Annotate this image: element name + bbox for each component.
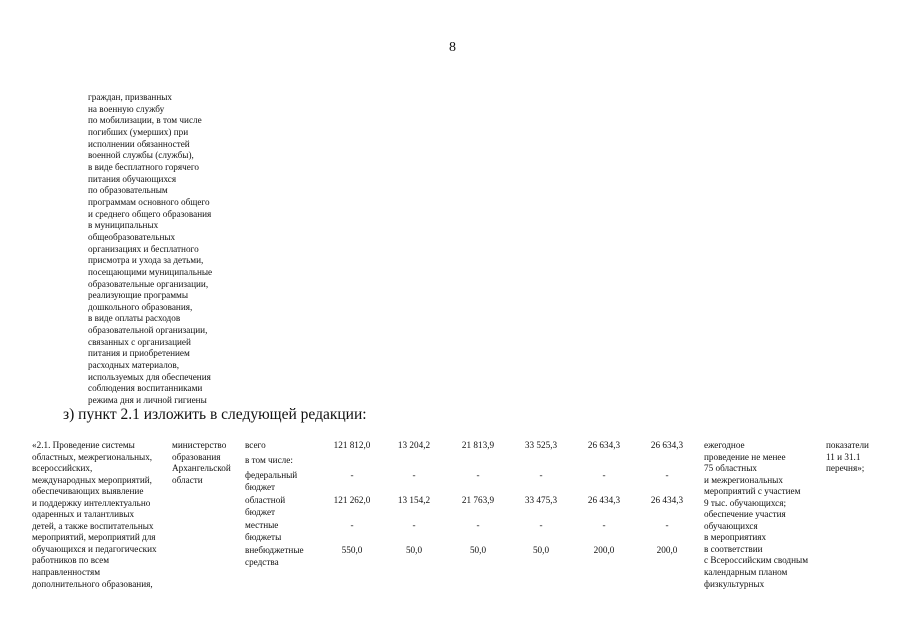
value-regional-2: 13 154,2: [397, 495, 431, 505]
continuation-text: [88, 92, 288, 407]
source-including-label: в том числе:: [245, 455, 293, 465]
continuation-line: связанных с организацией: [88, 336, 191, 347]
section-heading: з) пункт 2.1 изложить в следующей редакции:: [63, 406, 367, 423]
value-total-6: 26 634,3: [650, 440, 684, 450]
result-line: обучающихся: [704, 520, 758, 531]
source-federal-label: [245, 470, 297, 493]
continuation-line: военной службы (службы),: [88, 150, 194, 161]
value-local-2: -: [412, 520, 416, 530]
source-regional-line: областной: [245, 495, 286, 505]
value-federal-4: -: [539, 470, 543, 480]
continuation-line: исполнении обязанностей: [88, 138, 190, 149]
continuation-line: граждан, призванных: [88, 92, 173, 102]
value-federal-5: -: [602, 470, 606, 480]
result-line: 75 областных: [704, 463, 757, 474]
executor-cell: [172, 440, 242, 486]
indicator-line: показатели: [826, 440, 869, 450]
continuation-line: режима дня и личной гигиены: [88, 395, 207, 406]
source-local-line: местные: [245, 520, 279, 530]
source-total-label: всего: [245, 440, 266, 450]
value-extrabudget-3: 50,0: [469, 545, 487, 555]
value-local-5: -: [602, 520, 606, 530]
continuation-line: расходных материалов,: [88, 360, 180, 371]
continuation-line: по образовательным: [88, 185, 168, 196]
value-total-4: 33 525,3: [524, 440, 558, 450]
value-federal-2: -: [412, 470, 416, 480]
measure-line: «2.1. Проведение системы: [32, 440, 135, 450]
page-number: 8: [449, 40, 456, 55]
continuation-line: погибших (умерших) при: [88, 126, 189, 137]
measure-line: обеспечивающих выявление: [32, 486, 144, 497]
value-regional-5: 26 434,3: [587, 495, 621, 505]
value-total-2: 13 204,2: [397, 440, 431, 450]
result-line: с Всероссийским сводным: [704, 555, 809, 566]
value-extrabudget-4: 50,0: [532, 545, 550, 555]
value-regional-3: 21 763,9: [461, 495, 495, 505]
value-total-5: 26 634,3: [587, 440, 621, 450]
continuation-line: в виде бесплатного горячего: [88, 161, 199, 172]
value-extrabudget-5: 200,0: [593, 545, 615, 555]
value-local-4: -: [539, 520, 543, 530]
measure-line: работников по всем: [32, 555, 110, 566]
measure-line: всероссийских,: [32, 463, 93, 474]
value-total-1: 121 812,0: [333, 440, 371, 450]
executor-line: Архангельской: [172, 463, 231, 474]
result-line: обеспечение участия: [704, 509, 786, 520]
continuation-line: питания обучающихся: [88, 173, 177, 184]
result-line: и межрегиональных: [704, 474, 783, 485]
continuation-line: в муниципальных: [88, 220, 159, 231]
measure-line: мероприятий, мероприятий для: [32, 532, 156, 543]
continuation-line: организациях и бесплатного: [88, 243, 199, 254]
value-total-3: 21 813,9: [461, 440, 495, 450]
continuation-line: посещающими муниципальные: [88, 266, 213, 277]
continuation-line: на военную службу: [88, 103, 165, 114]
result-cell: [704, 440, 824, 590]
continuation-line: дошкольного образования,: [88, 301, 193, 312]
source-regional-line: бюджет: [245, 506, 276, 517]
continuation-line: и среднего общего образования: [88, 208, 212, 219]
result-line: календарным планом: [704, 567, 788, 578]
continuation-line: в виде оплаты расходов: [88, 313, 181, 324]
source-extrabudget-label: [245, 545, 304, 568]
continuation-line: реализующие программы: [88, 290, 189, 301]
continuation-line: используемых для обеспечения: [88, 371, 211, 382]
continuation-line: образовательные организации,: [88, 278, 209, 289]
result-line: в мероприятиях: [704, 532, 767, 543]
result-line: 9 тыс. обучающихся;: [704, 497, 787, 508]
measure-cell: [32, 440, 182, 590]
measure-line: и поддержку интеллектуально: [32, 497, 151, 508]
continuation-line: питания и приобретением: [88, 348, 190, 359]
continuation-line: образовательной организации,: [88, 325, 208, 336]
result-line: ежегодное: [704, 440, 745, 450]
indicator-line: 11 и 31.1: [826, 451, 861, 462]
value-federal-1: -: [350, 470, 354, 480]
value-local-6: -: [665, 520, 669, 530]
continuation-line: по мобилизации, в том числе: [88, 115, 202, 126]
value-regional-4: 33 475,3: [524, 495, 558, 505]
value-local-1: -: [350, 520, 354, 530]
measure-line: обучающихся и педагогических: [32, 543, 157, 554]
source-federal-line: бюджет: [245, 481, 276, 492]
indicator-line: перечня»;: [826, 463, 865, 474]
value-extrabudget-1: 550,0: [341, 545, 363, 555]
value-local-3: -: [476, 520, 480, 530]
continuation-line: присмотра и ухода за детьми,: [88, 255, 204, 266]
source-regional-label: [245, 495, 285, 518]
measure-line: дополнительного образования,: [32, 578, 153, 589]
indicator-cell: [826, 440, 896, 475]
measure-line: международных мероприятий,: [32, 474, 152, 485]
value-regional-6: 26 434,3: [650, 495, 684, 505]
value-extrabudget-6: 200,0: [656, 545, 678, 555]
executor-line: области: [172, 474, 203, 485]
executor-line: образования: [172, 451, 221, 462]
measure-line: областных, межрегиональных,: [32, 451, 153, 462]
source-extrabudget-line: средства: [245, 556, 279, 567]
measure-line: направленностям: [32, 567, 101, 578]
continuation-line: соблюдения воспитанниками: [88, 383, 203, 394]
result-line: проведение не менее: [704, 451, 786, 462]
measure-line: одаренных и талантливых: [32, 509, 135, 520]
value-regional-1: 121 262,0: [333, 495, 371, 505]
value-federal-3: -: [476, 470, 480, 480]
source-federal-line: федеральный: [245, 470, 298, 480]
result-line: в соответствии: [704, 543, 763, 554]
result-line: физкультурных: [704, 578, 765, 589]
measure-line: детей, а также воспитательных: [32, 520, 154, 531]
source-extrabudget-line: внебюджетные: [245, 545, 304, 555]
continuation-line: программам основного общего: [88, 196, 210, 207]
source-local-line: бюджеты: [245, 531, 282, 542]
value-extrabudget-2: 50,0: [405, 545, 423, 555]
continuation-line: общеобразовательных: [88, 231, 176, 242]
source-local-label: [245, 520, 281, 543]
executor-line: министерство: [172, 440, 227, 450]
value-federal-6: -: [665, 470, 669, 480]
result-line: мероприятий с участием: [704, 486, 801, 497]
